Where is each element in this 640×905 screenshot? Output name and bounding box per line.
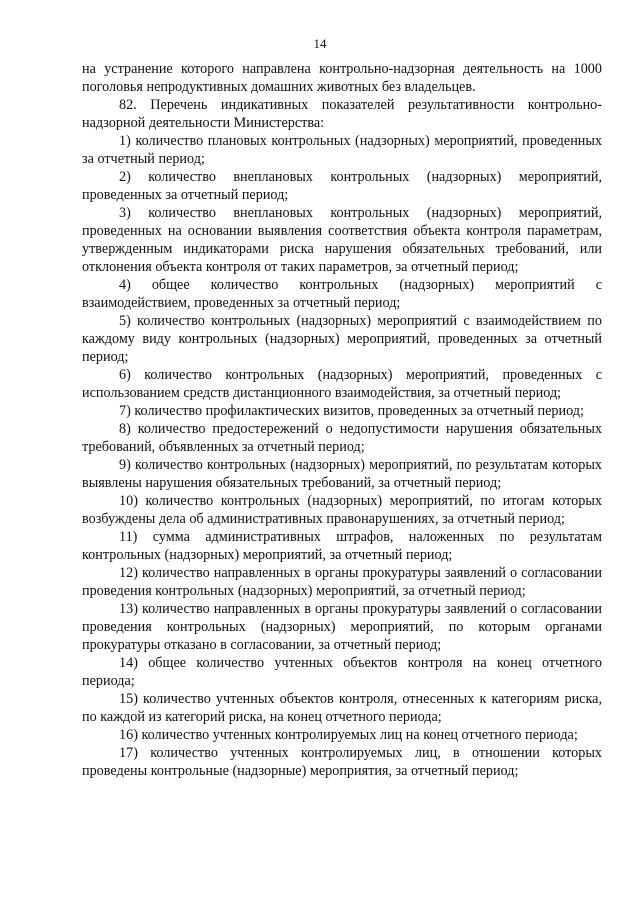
list-item-14: 14) общее количество учтенных объектов контроля на конец отчетного периода; [82,655,602,689]
list-item-15: 15) количество учтенных объектов контроля, отнесенных к категориям риска, по каждой из категорий риска, на конец отчетного периода; [82,691,602,725]
list-item-16: 16) количество учтенных контролируемых лиц на конец отчетного периода; [119,727,578,743]
list-item-5: 5) количество контрольных (надзорных) мероприятий с взаимодействием по каждому виду контрольных (надзорных) мероприятий, проведенных за отчетный период; [82,313,602,365]
list-item-1: 1) количество плановых контрольных (надзорных) мероприятий, проведенных за отчетный период; [82,133,602,167]
paragraph-continuation: на устранение которого направлена контрольно-надзорная деятельность на 1000 поголовья непродуктивных домашних животных без владельцев. [82,61,602,95]
list-item-13: 13) количество направленных в органы прокуратуры заявлений о согласовании проведения контрольных (надзорных) мероприятий, по которым органами прокуратуры отказано в согласовании, за отчетный период; [82,601,602,653]
list-item-7: 7) количество профилактических визитов, проведенных за отчетный период; [119,403,584,419]
list-item-6: 6) количество контрольных (надзорных) мероприятий, проведенных с использованием средств дистанционного взаимодействия, за отчетный период; [82,367,602,401]
page-number: 14 [313,36,327,51]
list-item-4: 4) общее количество контрольных (надзорных) мероприятий с взаимодействием, проведенных за отчетный период; [82,277,602,311]
document-body [82,60,602,780]
list-item-17: 17) количество учтенных контролируемых лиц, в отношении которых проведены контрольные (надзорные) мероприятия, за отчетный период; [82,745,602,779]
list-item-12: 12) количество направленных в органы прокуратуры заявлений о согласовании проведения контрольных (надзорных) мероприятий, за отчетный период; [82,565,602,599]
list-item-3: 3) количество внеплановых контрольных (надзорных) мероприятий, проведенных на основании выявления соответствия объекта контроля параметрам, утвержденным индикаторами риска нарушения обязательных требований, или отклонения объекта контроля от таких параметров, за отчетный период; [82,205,602,275]
list-item-9: 9) количество контрольных (надзорных) мероприятий, по результатам которых выявлены нарушения обязательных требований, за отчетный период; [82,457,602,491]
list-item-10: 10) количество контрольных (надзорных) мероприятий, по итогам которых возбуждены дела об административных правонарушениях, за отчетный период; [82,493,602,527]
list-item-8: 8) количество предостережений о недопустимости нарушения обязательных требований, объявленных за отчетный период; [82,421,602,455]
list-item-2: 2) количество внеплановых контрольных (надзорных) мероприятий, проведенных за отчетный период; [82,169,602,203]
list-item-11: 11) сумма административных штрафов, наложенных по результатам контрольных (надзорных) мероприятий, за отчетный период; [82,529,602,563]
paragraph-section-82: 82. Перечень индикативных показателей результативности контрольно-надзорной деятельности Министерства: [82,97,602,131]
